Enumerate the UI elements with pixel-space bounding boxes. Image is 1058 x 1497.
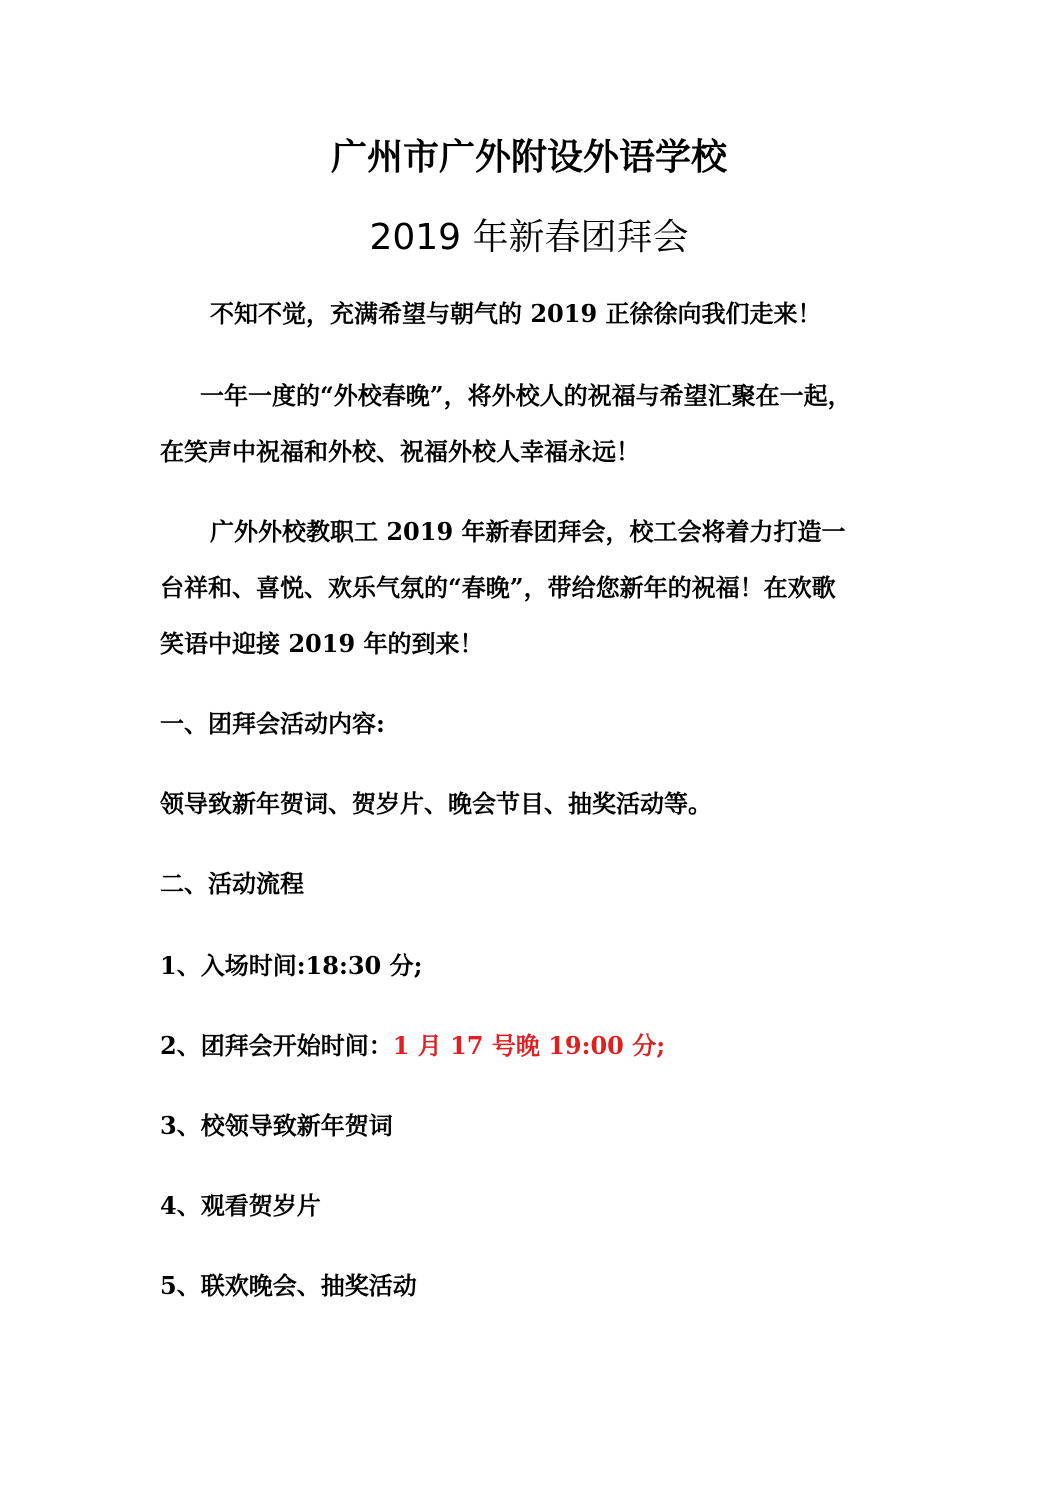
schedule-item-3-label: 3、校领导致新年贺词 — [160, 1111, 393, 1140]
schedule-item-2-label: 2、团拜会开始时间： — [160, 1031, 393, 1060]
paragraph-3-line-3: 笑语中迎接 2019 年的到来！ — [160, 629, 484, 658]
schedule-item-4 — [160, 1190, 900, 1222]
paragraph-2-line-2: 在笑声中祝福和外校、祝福外校人幸福永远！ — [160, 437, 640, 466]
schedule-item-2 — [160, 1030, 900, 1062]
paragraph-3-line-2: 台祥和、喜悦、欢乐气氛的“春晚”，带给您新年的祝福！在欢歌 — [160, 573, 836, 602]
schedule-item-4-label: 4、观看贺岁片 — [160, 1191, 321, 1220]
schedule-item-1-label: 1、入场时间:18:30 分; — [160, 951, 423, 980]
document-subtitle: 2019 年新春团拜会 — [369, 217, 689, 258]
intro-paragraph: 不知不觉，充满希望与朝气的 2019 正徐徐向我们走来！ — [210, 299, 822, 328]
schedule-item-2-highlight: 1 月 17 号晚 19:00 分; — [392, 1031, 666, 1060]
schedule-item-3 — [160, 1110, 900, 1142]
paragraph-3-line-1: 广外外校教职工 2019 年新春团拜会，校工会将着力打造一 — [210, 517, 846, 546]
section-1-content: 领导致新年贺词、贺岁片、晚会节目、抽奖活动等。 — [160, 789, 712, 818]
document-title: 广州市广外附设外语学校 — [330, 137, 727, 178]
section-1-heading: 一、团拜会活动内容: — [160, 709, 385, 738]
paragraph-2-line-1: 一年一度的“外校春晚”，将外校人的祝福与希望汇聚在一起， — [200, 381, 852, 410]
section-2-heading: 二、活动流程 — [160, 869, 304, 898]
schedule-item-5-label: 5、联欢晚会、抽奖活动 — [160, 1271, 417, 1300]
schedule-item-5 — [160, 1270, 900, 1302]
schedule-item-1 — [160, 950, 900, 982]
